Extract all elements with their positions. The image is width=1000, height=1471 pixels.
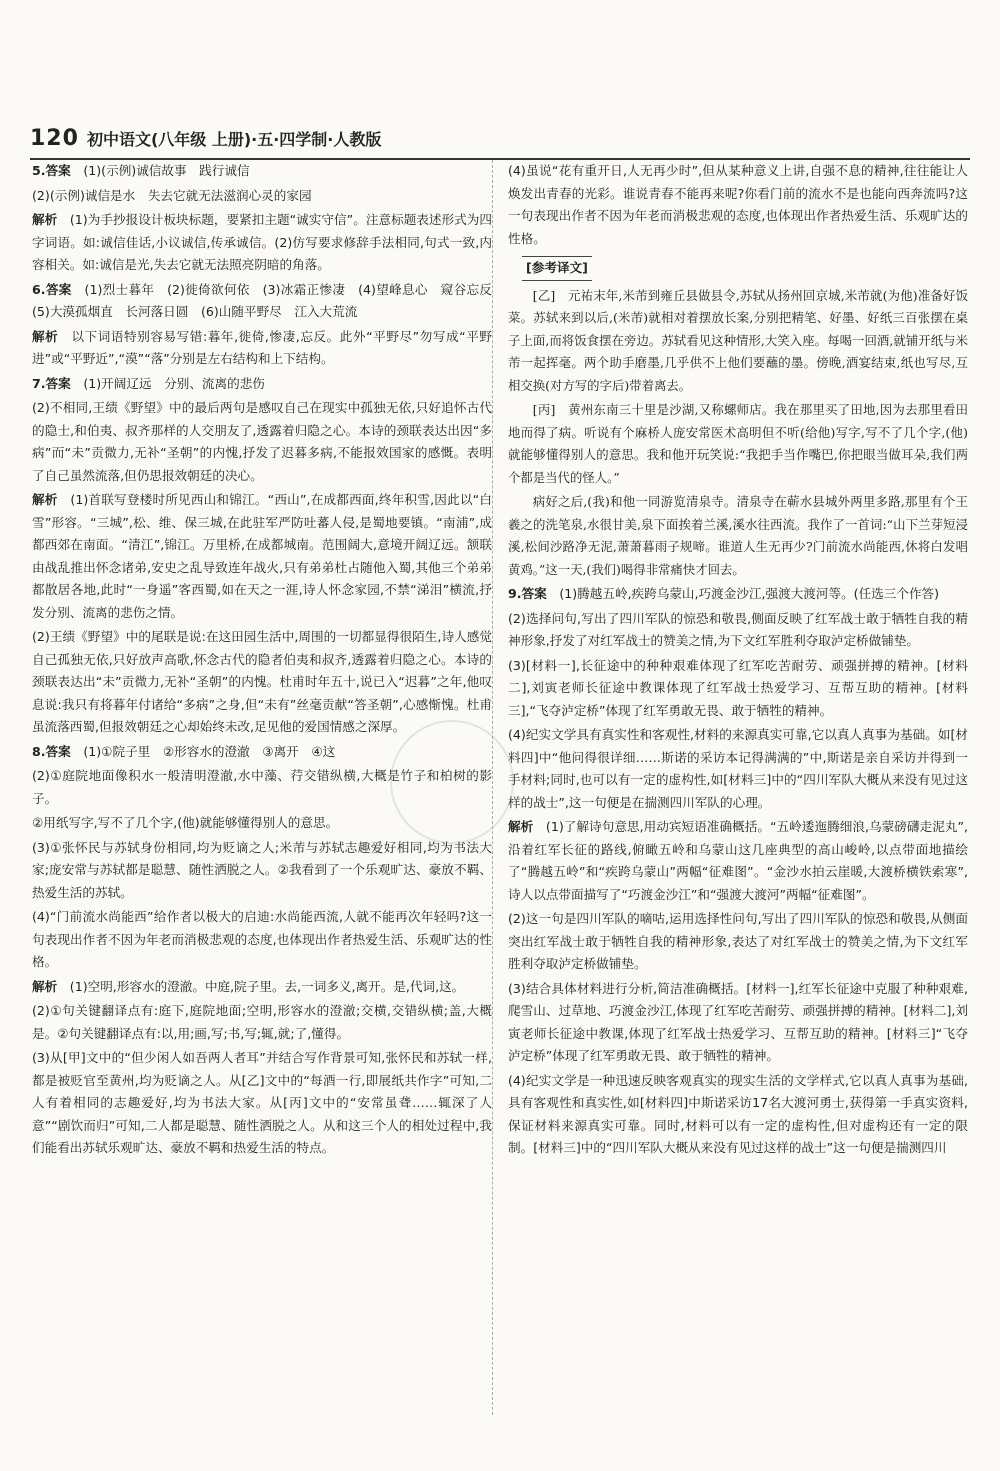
answer-text: (3)[材料一],长征途中的种种艰难体现了红军吃苦耐劳、顽强拼搏的精神。[材料二],刘寅老师长征途中教课体现了红军战士热爱学习、互帮互助的精神。[材料三],“飞夺泸定桥”体现了红军勇敢无畏、敢于牺牲的精神。 (508, 657, 968, 718)
answer-label: 解析 (508, 819, 546, 834)
answer-paragraph (32, 1000, 492, 1045)
answer-label: 6.答案 (32, 281, 85, 297)
answer-label: 7.答案 (32, 375, 84, 391)
answer-label: 解析 (32, 978, 70, 994)
answer-paragraph (32, 326, 492, 371)
answer-paragraph (32, 373, 492, 396)
answer-paragraph (32, 906, 492, 974)
answer-text: (1)烈士暮年 (2)徙倚欲何依 (3)冰霜正惨凄 (4)望峰息心 窥谷忘反 (5)大漠孤烟直 长河落日圆 (6)山随平野尽 江入大荒流 (32, 281, 505, 319)
answer-paragraph (32, 185, 492, 208)
answer-text: (3)①张怀民与苏轼身份相同,均为贬谪之人;米芾与苏轼志趣爱好相同,均为书法大家;庞安常与苏轼都是聪慧、随性洒脱之人。②我看到了一个乐观旷达、豪放不羁、热爱生活的苏轼。 (32, 839, 492, 900)
answer-text: (1)了解诗句意思,用动宾短语准确概括。“五岭逶迤腾细浪,乌蒙磅礴走泥丸”,沿着红军长征的路线,俯瞰五岭和乌蒙山这几座典型的高山峻岭,以点带面地描绘了“腾越五岭”和“疾跨乌蒙山”两幅“征难图”。“金沙水拍云崖暖,大渡桥横铁索寒”,诗人以点带面描写了“巧渡金沙江”和“强渡大渡河”两幅“征难图”。 (508, 819, 968, 902)
answer-text: (3)从[甲]文中的“但少闲人如吾两人者耳”并结合写作背景可知,张怀民和苏轼一样,都是被贬官至黄州,均为贬谪之人。从[乙]文中的“每酒一行,即展纸共作字”可知,二人有着相同的志趣爱好,均为书法大家。从[丙]文中的“安常虽聋……辄深了人意”“剧饮而归”可知,二人都是聪慧、随性洒脱之人。从和这三个人的相处过程中,我们能看出苏轼乐观旷达、豪放不羁和热爱生活的特点。 (32, 1050, 492, 1155)
translation-paragraph: [乙] 元祐末年,米芾到雍丘县做县令,苏轼从扬州回京城,米芾就(为他)准备好饭菜。苏轼来到以后,(米芾)就相对着摆放长案,分别把精笔、好墨、好纸三百张摆在桌子上面,而将饭食摆在旁边。苏轼看见这种情形,大笑入座。每喝一回酒,就铺开纸与米芾一起挥毫。两个助手磨墨,几乎供不上他们要蘸的墨。傍晚,酒宴结束,纸也写尽,互相交换(对方写的字后)带着离去。 (508, 287, 968, 393)
right-column (508, 160, 968, 1162)
page-number: 120 (30, 125, 79, 151)
answer-text: (2)选择问句,写出了四川军队的惊恐和敬畏,侧面反映了红军战士敢于牺牲自我的精神形象,抒发了对红军战士的赞美之情,为下文红军胜利夺取泸定桥做铺垫。 (508, 610, 968, 648)
answer-label: 解析 (32, 328, 72, 344)
translation-paragraph: [丙] 黄州东南三十里是沙湖,又称螺师店。我在那里买了田地,因为去那里看田地而得了病。听说有个麻桥人庞安常医术高明但不听(给他)写字,写不了几个字,(他)就能够懂得别人的意思。我和他开玩笑说:“我把手当作嘴巴,你把眼当做耳朵,我们两个都是当代的怪人。” (508, 402, 968, 485)
answer-label: 解析 (32, 492, 71, 507)
answer-paragraph (508, 160, 968, 250)
translation-block (508, 285, 968, 582)
answer-paragraph (508, 608, 968, 653)
answer-paragraph (508, 978, 968, 1068)
answer-paragraph (32, 626, 492, 739)
answer-paragraph (508, 655, 968, 723)
answer-text: ②用纸写字,写不了几个字,(他)就能够懂得别人的意思。 (32, 815, 339, 830)
answer-paragraph (32, 279, 505, 324)
answer-label: 8.答案 (32, 743, 84, 759)
answer-text: (4)虽说“花有重开日,人无再少时”,但从某种意义上讲,自强不息的精神,往往能让人焕发出青春的光彩。谁说青春不能再来呢?你看门前的流水不是也能向西奔流吗?这一句表现出作者不因为年老而消极悲观的态度,也体现出作者热爱生活、乐观旷达的性格。 (508, 163, 968, 246)
watermark-stamp (390, 720, 514, 844)
answer-paragraph (32, 489, 492, 624)
answer-paragraph (508, 583, 968, 606)
answer-paragraph (508, 1070, 968, 1160)
answer-text: (1)(示例)诚信故事 践行诚信 (83, 163, 250, 178)
answer-paragraph (508, 724, 968, 814)
answer-paragraph (32, 209, 492, 277)
answer-text: (1)空明,形容水的澄澈。中庭,院子里。去,一词多义,离开。是,代词,这。 (69, 978, 465, 994)
answer-paragraph (32, 160, 492, 183)
answer-text: (4)“门前流水尚能西”给作者以极大的启迪:水尚能西流,人就不能再次年轻吗?这一句表现出作者不因为年老而消极悲观的态度,也体现出作者热爱生活、乐观旷达的性格。 (32, 909, 492, 969)
answer-paragraph (508, 816, 968, 906)
answer-paragraph (32, 976, 492, 999)
answer-paragraph (32, 837, 492, 905)
watermark-logo (750, 1391, 970, 1461)
answer-text: (4)纪实文学具有真实性和客观性,材料的来源真实可靠,它以真人真事为基础。如[材料四]中“他问得很详细……斯诺的采访本记得满满的”中,斯诺是亲自采访并得到一手材料;同时,也可以有一定的虚构性,如[材料三]中的“四川军队大概从来没有见过这样的战士”,这一句便是在揣测四川军队的心理。 (508, 727, 968, 810)
answer-text: (2)这一句是四川军队的嘀咕,运用选择性问句,写出了四川军队的惊恐和敬畏,从侧面突出红军战士敢于牺牲自我的精神形象,表达了对红军战士的赞美之情,为下文红军胜利夺取泸定桥做铺垫。 (508, 911, 968, 971)
book-title: 初中语文(八年级 上册)·五·四学制·人教版 (86, 129, 382, 149)
answer-text: (1)开阔辽远 分别、流离的悲伤 (83, 375, 265, 391)
left-column (32, 160, 505, 1162)
answer-text: (4)纪实文学是一种迅速反映客观真实的现实生活的文学样式,它以真人真事为基础,具有客观性和真实性,如[材料四]中斯诺采访17名大渡河勇士,获得第一手真实资料,保证材料来源真实可靠。同时,材料可以有一定的虚构性,但对虚构还有一定的限制。[材料三]中的“四川军队大概从来没有见过这样的战士”这一句便是揣测四川 (508, 1072, 968, 1155)
answer-text: (1)①院子里 ②形容水的澄澈 ③离开 ④这 (83, 743, 336, 759)
answer-text: (2)①句关键翻译点有:庭下,庭院地面;空明,形容水的澄澈;交横,交错纵横;盖,大概是。②句关键翻译点有:以,用;画,写;书,写;辄,就;了,懂得。 (32, 1003, 492, 1041)
answer-text: (2)王绩《野望》中的尾联是说:在这田园生活中,周围的一切都显得很陌生,诗人感觉自己孤独无依,只好放声高歌,怀念古代的隐者伯夷和叔齐,透露着归隐之心。本诗的颈联表达出“未”贡微力,无补“圣朝”的内愧。杜甫时年五十,说已入“迟暮”之年,他叹息说:我只有将暮年付诸给“多病”之身,但“未有”丝毫贡献“答圣朝”,心感惭愧。杜甫虽流落西蜀,但报效朝廷之心却始终未改,足见他的爱国情感之深厚。 (32, 629, 492, 734)
answer-text: (2)①庭院地面像积水一般清明澄澈,水中藻、荇交错纵横,大概是竹子和柏树的影子。 (32, 768, 492, 806)
answer-paragraph (32, 1047, 492, 1160)
answer-label: 5.答案 (32, 163, 84, 178)
answer-label: 9.答案 (508, 586, 560, 601)
answer-text: (1)首联写登楼时所见西山和锦江。“西山”,在成都西面,终年积雪,因此以“白雪”形容。“三城”,松、维、保三城,在此驻军严防吐蕃人侵,是蜀地要镇。“南浦”,成都西郊在南面。“清江”,锦江。万里桥,在成都城南。范围阔大,意境开阔辽远。颔联由战乱推出怀念诸弟,安史之乱导致连年战火,只有弟弟杜占随他入蜀,其他三个弟弟都散居各地,此时“一身遥”客西蜀,如在天之一涯,诗人怀念家园,不禁“涕泪”横流,抒发分别、流离的悲伤之情。 (32, 492, 493, 620)
answer-text: (2)(示例)诚信是水 失去它就无法滋润心灵的家园 (32, 187, 312, 203)
answer-text: (1)腾越五岭,疾跨乌蒙山,巧渡金沙江,强渡大渡河等。(任选三个作答) (559, 586, 940, 601)
reference-translation-title: [参考译文] (522, 256, 592, 281)
translation-paragraph: 病好之后,(我)和他一同游览清泉寺。清泉寺在蕲水县城外两里多路,那里有个王羲之的洗笔泉,水很甘美,泉下面挨着兰溪,溪水往西流。我作了一首词:“山下兰芽短浸溪,松间沙路净无泥,萧萧暮雨子规啼。谁道人生无再少?门前流水尚能西,休将白发唱黄鸡。”这一天,(我们)喝得非常痛快才回去。 (508, 494, 968, 577)
answer-text: 以下词语特别容易写错:暮年,徙倚,惨凄,忘反。此外“平野尽”勿写成“平野进”或“平野近”,“漠”“落”分别是左右结构和上下结构。 (32, 328, 492, 366)
answer-text: (3)结合具体材料进行分析,简洁准确概括。[材料一],红军长征途中克服了种种艰难,爬雪山、过草地、巧渡金沙江,体现了红军吃苦耐劳、顽强拼搏的精神。[材料二],刘寅老师长征途中教课,体现了红军战士热爱学习、互帮互助的精神。[材料三]“飞夺泸定桥”体现了红军勇敢无畏、敢于牺牲的精神。 (508, 980, 968, 1063)
answer-text: (1)为手抄报设计板块标题，要紧扣主题“诚实守信”。注意标题表述形式为四字词语。如:诚信佳话,小议诚信,传承诚信。(2)仿写要求修辞手法相同,句式一致,内容相关。如:诚信是光,失去它就无法照亮阴暗的角落。 (32, 212, 492, 272)
answer-text: (2)不相同,王绩《野望》中的最后两句是感叹自己在现实中孤独无依,只好追怀古代的隐士,和伯夷、叔齐那样的人交朋友了,透露着归隐之心。本诗的颈联表达出因“多病”而“未”贡微力,无补“圣朝”的内愧,抒发了迟暮多病,不能报效国家的感慨。表明了自己虽然流落,但仍思报效朝廷的决心。 (32, 400, 492, 483)
answer-paragraph (32, 397, 492, 487)
answer-label: 解析 (32, 212, 70, 227)
page-header (30, 118, 970, 160)
answer-paragraph (508, 908, 968, 976)
